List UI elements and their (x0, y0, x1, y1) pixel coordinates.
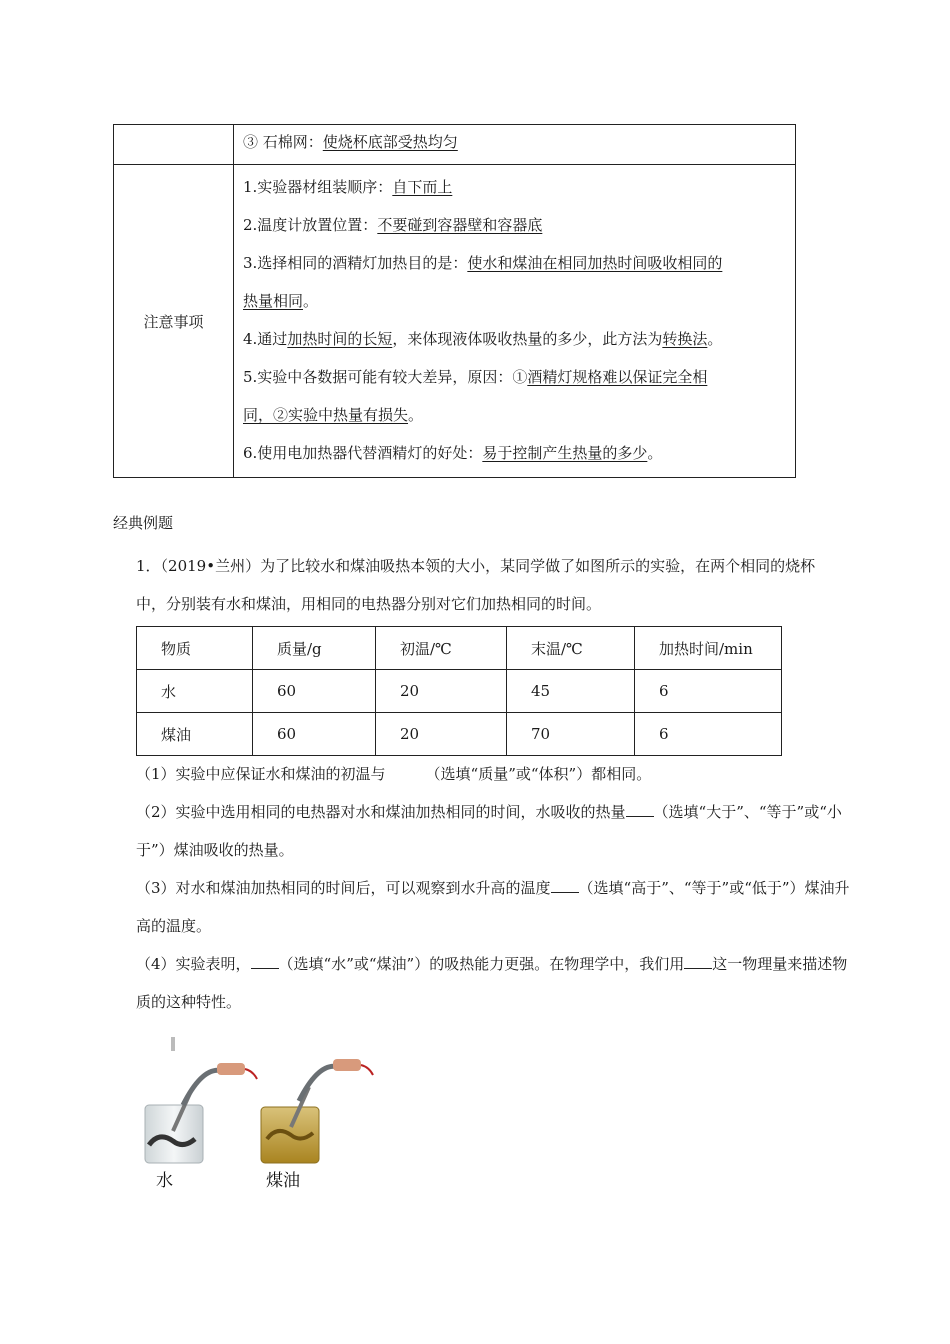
stand-rod-icon (171, 1037, 175, 1051)
notes-row-precautions (114, 165, 796, 478)
table-cell: 60 (253, 713, 376, 756)
notes-row1-label (114, 125, 234, 165)
question-part-3: （3）对水和煤油加热相同的时间后，可以观察到水升高的温度 （选填“高于”、“等于”或“低于”）煤油升高的温度。 (136, 879, 850, 935)
question-intro: 1．（2019•兰州）为了比较水和煤油吸热本领的大小，某同学做了如图所示的实验，在两个相同的烧杯中，分别装有水和煤油，用相同的电热器分别对它们加热相同的时间。 (136, 557, 816, 613)
question-part-1: （1）实验中应保证水和煤油的初温与 （选填“质量”或“体积”）都相同。 (136, 765, 652, 783)
oil-beaker-icon (261, 1059, 373, 1163)
precaution-item: 3.选择相同的酒精灯加热目的是：使水和煤油在相同加热时间吸收相同的 (243, 254, 723, 272)
precaution-item: 5.实验中各数据可能有较大差异，原因：①酒精灯规格难以保证完全相 (243, 368, 708, 386)
question-part-4: （4）实验表明， （选填“水”或“煤油”）的吸热能力更强。在物理学中，我们用 这一物理量来描述物质的这种特性。 (136, 955, 848, 1011)
header-cell: 初温/℃ (376, 627, 507, 670)
notes-table (113, 124, 796, 478)
answer-blank (684, 956, 712, 969)
answer-blank (626, 804, 654, 817)
table-cell: 20 (376, 670, 507, 713)
precaution-item: 6.使用电加热器代替酒精灯的好处：易于控制产生热量的多少。 (243, 444, 663, 462)
answer-blank (551, 880, 579, 893)
table-cell: 6 (635, 713, 782, 756)
table-row (137, 713, 782, 756)
question-part-2: （2）实验中选用相同的电热器对水和煤油加热相同的时间，水吸收的热量 （选填“大于”、“等于”或“小于”）煤油吸收的热量。 (136, 803, 842, 859)
precaution-item: 4.通过加热时间的长短，来体现液体吸收热量的多少，此方法为转换法。 (243, 330, 723, 348)
header-cell: 物质 (137, 627, 253, 670)
asbestos-line: ③ 石棉网：使烧杯底部受热均匀 (243, 133, 458, 151)
table-cell: 水 (137, 670, 253, 713)
table-cell: 60 (253, 670, 376, 713)
precautions-label: 注意事项 (114, 165, 234, 478)
precaution-item-cont: 同，②实验中热量有损失。 (243, 406, 424, 424)
table-header-row (137, 627, 782, 670)
header-cell: 末温/℃ (507, 627, 635, 670)
table-cell: 6 (635, 670, 782, 713)
water-label: 水 (156, 1171, 173, 1191)
table-row (137, 670, 782, 713)
header-cell: 质量/g (253, 627, 376, 670)
water-beaker-icon (145, 1063, 257, 1163)
precaution-item-cont: 热量相同。 (243, 292, 319, 310)
table-cell: 45 (507, 670, 635, 713)
answer-blank (251, 956, 279, 969)
table-cell: 70 (507, 713, 635, 756)
header-cell: 加热时间/min (635, 627, 782, 670)
precaution-item: 1.实验器材组装顺序：自下而上 (243, 178, 453, 196)
precaution-item: 2.温度计放置位置：不要碰到容器壁和容器底 (243, 216, 543, 234)
table-cell: 煤油 (137, 713, 253, 756)
notes-row-asbestos (114, 125, 796, 165)
data-table (136, 626, 782, 756)
table-cell: 20 (376, 713, 507, 756)
oil-label: 煤油 (266, 1171, 300, 1191)
section-title: 经典例题 (113, 514, 174, 532)
